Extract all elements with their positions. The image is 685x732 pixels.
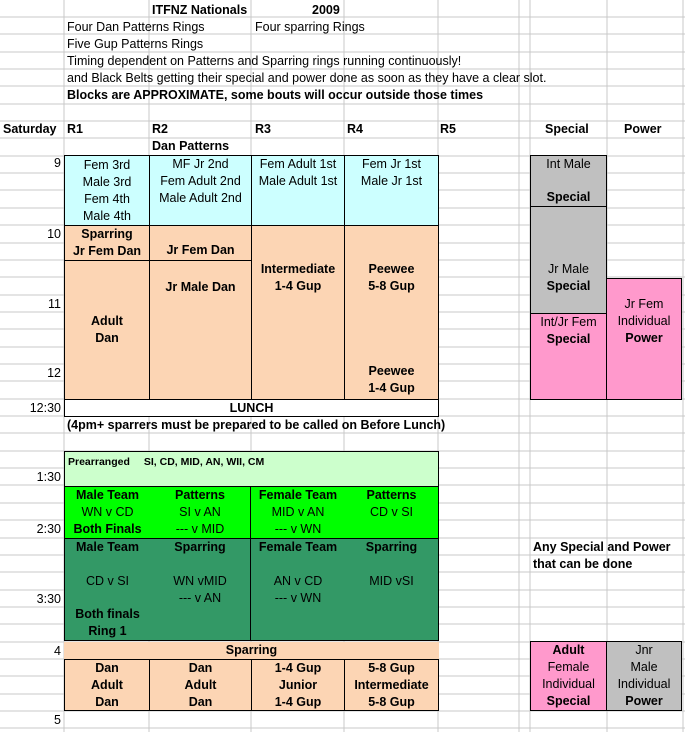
time-12: 12 <box>47 366 61 380</box>
col-r3: R3 <box>255 122 271 136</box>
r1-sparring-jr-fem: Sparring Jr Fem Dan <box>64 225 150 261</box>
special-jr-male: Jr Male Special <box>530 206 607 314</box>
col-saturday: Saturday <box>3 122 57 136</box>
lunch-block: LUNCH <box>64 399 439 417</box>
r2-patterns-block: MF Jr 2nd Fem Adult 2nd Male Adult 2nd <box>149 155 252 226</box>
special-adult-female: Adult Female Individual Special <box>530 641 607 711</box>
r1-patterns-block: Fem 3rd Male 3rd Fem 4th Male 4th <box>64 155 150 226</box>
time-9: 9 <box>54 156 61 170</box>
sparring-dan-1: Dan Adult Dan <box>64 659 150 711</box>
time-5: 5 <box>54 713 61 727</box>
r2-jr-male-dan: Jr Male Dan <box>149 260 252 400</box>
note-dan-patterns: Four Dan Patterns Rings <box>67 20 205 34</box>
female-team-sparring-block: Female Team AN v CD --- v WN Sparring MID vSI <box>250 538 439 641</box>
time-11: 11 <box>48 297 61 311</box>
time-10: 10 <box>47 227 61 241</box>
r4-peewee: Peewee 5-8 Gup Peewee 1-4 Gup <box>344 225 439 400</box>
power-jnr-male: Jnr Male Individual Power <box>606 641 682 711</box>
note-gup-patterns: Five Gup Patterns Rings <box>67 37 204 51</box>
male-team-patterns-block: Male Team WN v CD Both Finals Patterns SI v AN --- v MID <box>64 486 251 539</box>
r1-adult-dan: Adult Dan <box>64 260 150 400</box>
r3-intermediate: Intermediate 1-4 Gup <box>251 225 345 400</box>
special-int-jr-fem: Int/Jr Fem Special <box>530 313 607 400</box>
note-timing: Timing dependent on Patterns and Sparring rings running continuously! <box>67 54 462 68</box>
r3-patterns-block: Fem Adult 1st Male Adult 1st <box>251 155 345 226</box>
sparring-gup-junior: 1-4 Gup Junior 1-4 Gup <box>251 659 345 711</box>
time-230: 2:30 <box>36 522 61 536</box>
time-4: 4 <box>54 644 61 658</box>
sparring-gup-intermediate: 5-8 Gup Intermediate 5-8 Gup <box>344 659 439 711</box>
note-approximate: Blocks are APPROXIMATE, some bouts will occur outside those times <box>67 88 484 102</box>
col-r4: R4 <box>347 122 363 136</box>
power-jr-fem: Jr Fem Individual Power <box>606 278 682 400</box>
sparring-dan-2: Dan Adult Dan <box>149 659 252 711</box>
female-team-patterns-block: Female Team MID v AN --- v WN Patterns CD v SI <box>250 486 439 539</box>
col-r1: R1 <box>67 122 83 136</box>
time-1230: 12:30 <box>29 401 61 415</box>
event-title: ITFNZ Nationals <box>152 3 248 17</box>
col-r2: R2 <box>152 122 168 136</box>
any-special-note-1: Any Special and Power <box>533 540 671 554</box>
male-team-sparring-block: Male Team CD v SI Both finals Ring 1 Sparring WN vMID --- v AN <box>64 538 251 641</box>
col-power: Power <box>624 122 662 136</box>
col-special: Special <box>545 122 589 136</box>
prearranged-block: Prearranged SI, CD, MID, AN, WII, CM <box>64 451 439 487</box>
dan-patterns-label: Dan Patterns <box>152 139 230 153</box>
special-int-male: Int Male Special <box>530 155 607 207</box>
r4-patterns-block: Fem Jr 1st Male Jr 1st <box>344 155 439 226</box>
note-black-belts: and Black Belts getting their special and power done as soon as they have a clear slot. <box>67 71 547 85</box>
time-130: 1:30 <box>36 470 61 484</box>
event-year: 2009 <box>312 3 340 17</box>
note-sparring-rings: Four sparring Rings <box>255 20 365 34</box>
sparring-bar: Sparring <box>64 642 439 659</box>
r2-jr-fem-dan: Jr Fem Dan <box>149 225 252 261</box>
lunch-note: (4pm+ sparrers must be prepared to be called on Before Lunch) <box>67 418 446 432</box>
any-special-note-2: that can be done <box>533 557 633 571</box>
time-330: 3:30 <box>36 592 61 606</box>
col-r5: R5 <box>440 122 456 136</box>
